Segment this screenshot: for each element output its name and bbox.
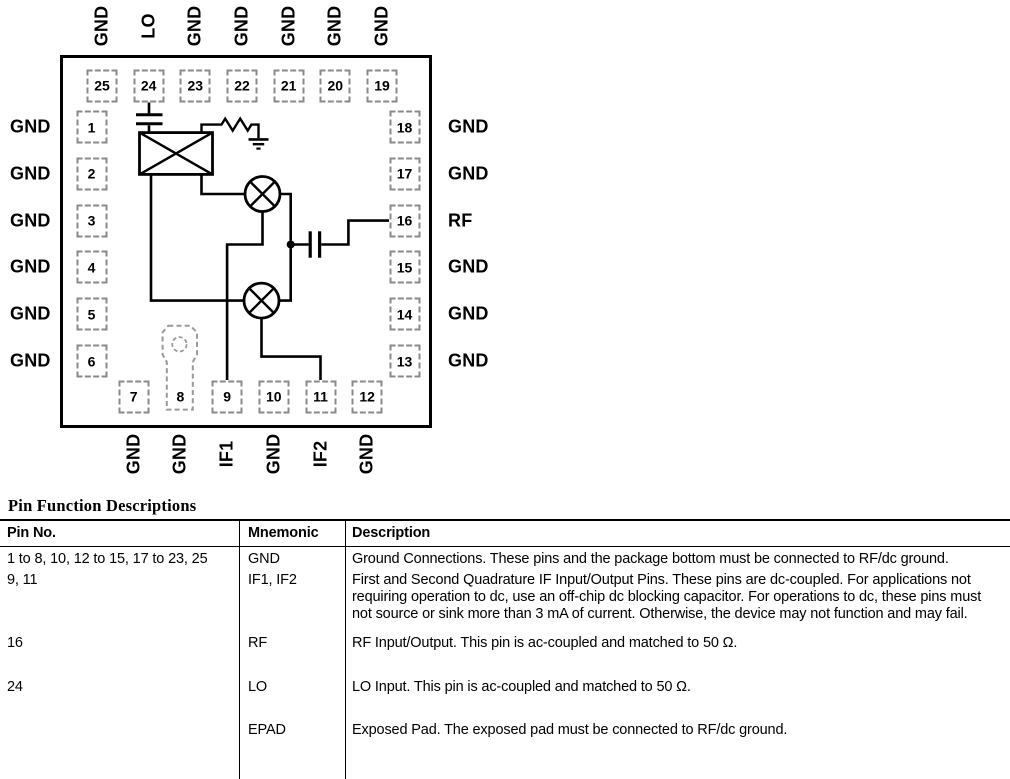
pin-box-11: 11 <box>305 380 336 413</box>
pin-box-25: 25 <box>87 69 118 102</box>
mnemonic-cell: IF1, IF2 <box>248 572 297 588</box>
pin-box-21: 21 <box>273 69 304 102</box>
pin-label-12-gnd: GND <box>356 433 377 475</box>
mnemonic-cell: EPAD <box>248 722 286 738</box>
pin-label-24-lo: LO <box>138 13 159 39</box>
pin-label-18-gnd: GND <box>448 116 489 137</box>
pin-label-13-gnd: GND <box>448 350 489 371</box>
description-cell: First and Second Quadrature IF Input/Output Pins. These pins are dc-coupled. For applications not requiring operation to dc, use an off-chip dc blocking capacitor. For operations to dc, these pins must not source or sink more than 3 mA of current. Otherwise, the device may not function and may fail. <box>352 572 982 622</box>
pin-box-14: 14 <box>389 298 420 331</box>
pin-configuration-diagram <box>0 0 505 495</box>
pin-no-cell: 16 <box>7 635 23 651</box>
pin-box-3: 3 <box>76 204 107 237</box>
pin-label-1-gnd: GND <box>10 116 51 137</box>
pin-function-table <box>0 519 1010 779</box>
pin-label-16-rf: RF <box>448 210 473 231</box>
pin-label-23-gnd: GND <box>184 5 205 47</box>
pin-no-cell: 9, 11 <box>7 572 38 588</box>
pin-no-cell <box>0 720 239 743</box>
pin-label-19-gnd: GND <box>371 5 392 47</box>
pin-box-16: 16 <box>389 204 420 237</box>
pin-box-15: 15 <box>389 251 420 284</box>
pin-box-7: 7 <box>118 380 149 413</box>
pin-box-5: 5 <box>76 298 107 331</box>
pin-box-10: 10 <box>258 380 289 413</box>
pin-box-20: 20 <box>320 69 351 102</box>
pin-box-1: 1 <box>76 111 107 144</box>
table-row <box>0 720 1010 743</box>
pin-box-13: 13 <box>389 345 420 378</box>
pin-no-cell: 24 <box>7 679 23 695</box>
pin-label-9-if1: IF1 <box>216 440 237 468</box>
pin-box-24: 24 <box>133 69 164 102</box>
mnemonic-cell: GND <box>248 551 280 567</box>
description-cell: LO Input. This pin is ac-coupled and matched to 50 Ω. <box>352 679 691 695</box>
table-row <box>0 570 1010 633</box>
pin-box-9: 9 <box>212 380 243 413</box>
pin-label-25-gnd: GND <box>91 5 112 47</box>
mnemonic-cell: LO <box>248 679 268 695</box>
pin-box-18: 18 <box>389 111 420 144</box>
description-cell: Ground Connections. These pins and the package bottom must be connected to RF/dc ground. <box>352 551 949 567</box>
pin-label-6-gnd: GND <box>10 350 51 371</box>
pin-no-cell: 1 to 8, 10, 12 to 15, 17 to 23, 25 <box>7 551 208 567</box>
pin-label-15-gnd: GND <box>448 256 489 277</box>
table-header-row <box>0 521 1010 547</box>
pin-label-21-gnd: GND <box>278 5 299 47</box>
pin-box-6: 6 <box>76 345 107 378</box>
pin-label-14-gnd: GND <box>448 303 489 324</box>
pin-label-5-gnd: GND <box>10 303 51 324</box>
description-cell: Exposed Pad. The exposed pad must be connected to RF/dc ground. <box>352 722 788 738</box>
pin-box-12: 12 <box>352 380 383 413</box>
mnemonic-cell: RF <box>248 635 268 651</box>
pin-box-4: 4 <box>76 251 107 284</box>
pin-box-8: 8 <box>176 388 185 405</box>
table-row <box>0 677 1010 720</box>
pin-box-22: 22 <box>227 69 258 102</box>
pin-label-3-gnd: GND <box>10 210 51 231</box>
pin-label-17-gnd: GND <box>448 163 489 184</box>
pin-label-2-gnd: GND <box>10 163 51 184</box>
pin-label-7-gnd: GND <box>123 433 144 475</box>
table-title: Pin Function Descriptions <box>8 496 197 515</box>
pin-label-10-gnd: GND <box>263 433 284 475</box>
pin-label-8-gnd: GND <box>169 433 190 475</box>
pin-label-11-if2: IF2 <box>310 440 330 468</box>
pin-label-20-gnd: GND <box>324 5 345 47</box>
chip-package-outline <box>60 55 432 428</box>
table-row <box>0 547 1010 571</box>
pin-box-17: 17 <box>389 157 420 190</box>
col-header-mnemonic: Mnemonic <box>239 521 345 547</box>
pin-label-4-gnd: GND <box>10 256 51 277</box>
col-header-description: Description <box>345 521 1010 547</box>
pin-box-23: 23 <box>180 69 211 102</box>
pin-box-19: 19 <box>367 69 398 102</box>
description-cell: RF Input/Output. This pin is ac-coupled and matched to 50 Ω. <box>352 635 738 651</box>
pin-label-22-gnd: GND <box>231 5 252 47</box>
table-row <box>0 633 1010 677</box>
col-header-pin-no: Pin No. <box>0 521 239 547</box>
pin-box-2: 2 <box>76 157 107 190</box>
